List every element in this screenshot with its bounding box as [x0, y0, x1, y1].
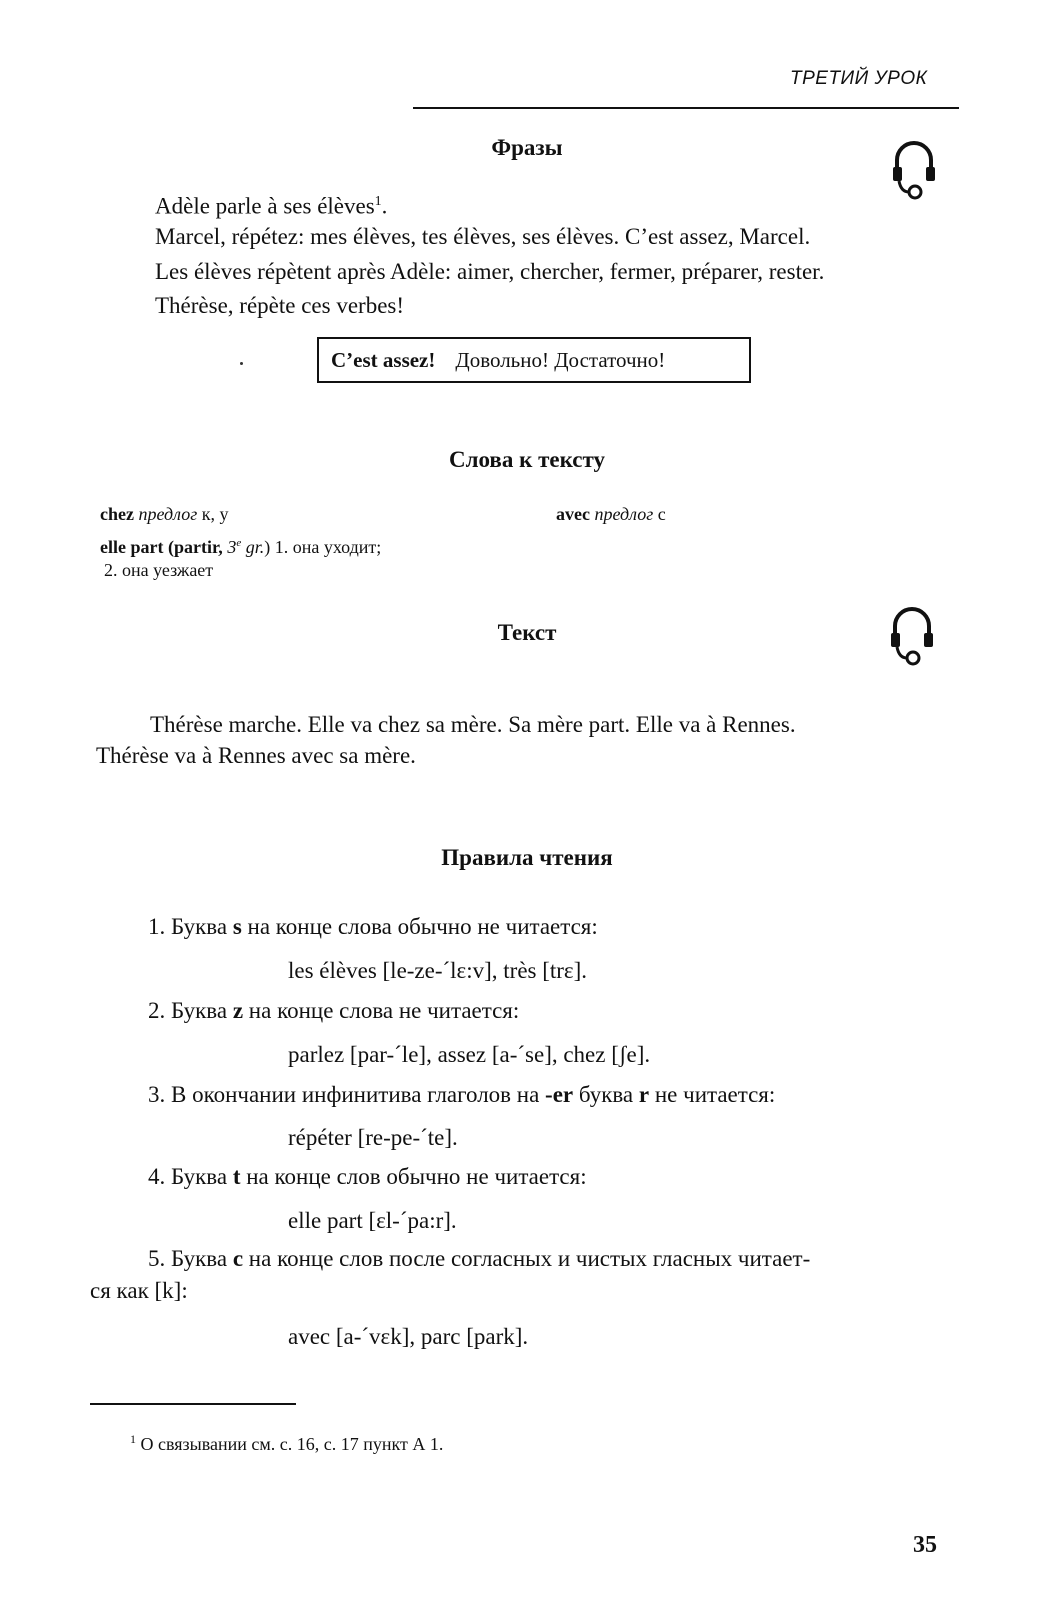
rule-5-continued: ся как [k]:: [90, 1278, 188, 1303]
rule-4-example: elle part [ɛl-ˊpa:r].: [288, 1208, 457, 1233]
header-rule: [413, 107, 959, 109]
speck: [240, 362, 243, 365]
expression-term: C’est assez!: [331, 347, 436, 372]
vocab-entry-elle-part: elle part (partir, 3e gr.) 1. она уходит;: [100, 537, 382, 557]
page-number: 35: [913, 1532, 937, 1558]
vocab-entry-elle-part-2: 2. она уезжает: [104, 560, 214, 580]
phrase-line-4: Thérèse, répète ces verbes!: [155, 293, 405, 318]
footnote-marker: 1: [374, 194, 382, 209]
rule-5-example: avec [a-ˊvɛk], parc [park].: [288, 1324, 529, 1349]
phrase-line-1: Adèle parle à ses élèves$^1$.: [155, 193, 388, 219]
vocab-entry-avec: avec предлог с: [556, 504, 666, 524]
expression-box: [317, 337, 751, 383]
rule-5: 5. Буква c на конце слов после согласных и чистых гласных читает-: [148, 1246, 811, 1271]
headphones-icon: [889, 140, 939, 200]
rule-3-example: répéter [re-pe-ˊte].: [288, 1125, 458, 1150]
phrase-line-3: Les élèves répètent après Adèle: aimer, chercher, fermer, préparer, rester.: [155, 259, 825, 284]
text-heading: Текст: [497, 620, 557, 645]
vocab-entry-chez: chez предлог к, у: [100, 504, 229, 524]
rule-2-example: parlez [par-ˊle], assez [a-ˊse], chez [ʃe].: [288, 1042, 651, 1067]
rule-3: 3. В окончании инфинитива глаголов на -er буква r не читается:: [148, 1082, 776, 1107]
phrases-heading: Фразы: [491, 135, 563, 160]
expression-translation: Довольно! Достаточно!: [455, 347, 666, 372]
vocab-heading: Слова к тексту: [448, 447, 605, 472]
footnote: $^1$ О связывании см. с. 16, с. 17 пункт А 1.: [130, 1432, 444, 1454]
headphones-icon: [887, 606, 937, 666]
rule-1: 1. Буква s на конце слова обычно не читается:: [148, 914, 598, 939]
rule-4: 4. Буква t на конце слов обычно не читается:: [148, 1164, 587, 1189]
running-head: ТРЕТИЙ УРОК: [790, 68, 928, 89]
phrase-line-2: Marcel, répétez: mes élèves, tes élèves, ses élèves. C’est assez, Marcel.: [155, 224, 811, 249]
text-line-2: Thérèse va à Rennes avec sa mère.: [96, 743, 416, 768]
rule-2: 2. Буква z на конце слова не читается:: [148, 998, 520, 1023]
footnote-rule: [90, 1403, 296, 1405]
rule-1-example: les élèves [le-ze-ˊlɛ:v], très [trɛ].: [288, 958, 587, 983]
rules-heading: Правила чтения: [441, 845, 613, 870]
text-line-1: Thérèse marche. Elle va chez sa mère. Sa mère part. Elle va à Rennes.: [150, 712, 796, 737]
